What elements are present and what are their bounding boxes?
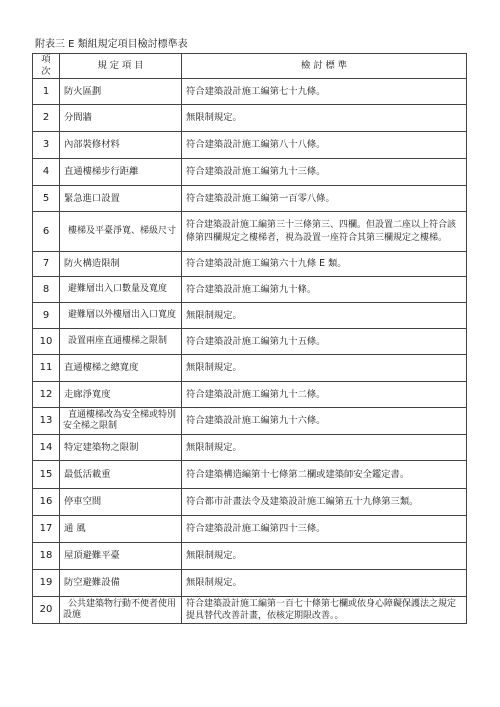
table-row [33, 570, 467, 597]
row-item: 通 風 [60, 516, 182, 543]
row-number: 4 [33, 159, 60, 186]
header-standard: 檢 討 標 準 [182, 54, 467, 79]
row-standard: 符合建築設計施工編第三十三條第三、四欄。但設置二座以上符合該條第四欄規定之樓梯者，視為設置一座符合其第三欄規定之樓梯。 [182, 212, 467, 252]
row-standard: 符合建築構造編第十七條第二欄或建築師安全鑑定書。 [182, 461, 467, 489]
table-row [33, 382, 467, 408]
row-standard: 符合建築設計施工編第九十二條。 [182, 382, 467, 408]
row-standard: 符合建築設計施工編第一百零八條。 [182, 186, 467, 212]
row-number: 3 [33, 132, 60, 159]
row-standard: 符合建築設計施工編第九十條。 [182, 277, 467, 303]
table-row [33, 597, 467, 624]
table-row [33, 355, 467, 382]
row-item: 直通樓梯步行距離 [60, 159, 182, 186]
row-standard: 符合建築設計施工編第七十九條。 [182, 79, 467, 105]
row-item: 停車空間 [60, 489, 182, 516]
row-standard: 符合建築設計施工編第一百七十條第七欄或依身心障礙保護法之規定提具替代改善計畫，依核定期限改善。。 [182, 597, 467, 624]
row-number: 11 [33, 355, 60, 382]
row-number: 9 [33, 303, 60, 329]
row-number: 8 [33, 277, 60, 303]
table-row [33, 516, 467, 543]
row-number: 7 [33, 252, 60, 277]
row-number: 15 [33, 461, 60, 489]
row-number: 5 [33, 186, 60, 212]
row-item: 分間牆 [60, 105, 182, 132]
row-standard: 符合建築設計施工編第九十三條。 [182, 159, 467, 186]
row-item: 樓梯及平臺淨寬、梯級尺寸 [60, 212, 182, 252]
table-header-row [33, 54, 467, 79]
row-item: 公共建築物行動不便者使用設施 [60, 597, 182, 624]
row-standard: 符合建築設計施工編第八十八條。 [182, 132, 467, 159]
row-standard: 無限制規定。 [182, 543, 467, 570]
row-item: 避難層以外樓層出入口寬度 [60, 303, 182, 329]
table-row [33, 435, 467, 461]
table-row [33, 132, 467, 159]
table-row [33, 303, 467, 329]
row-standard: 無限制規定。 [182, 435, 467, 461]
header-item: 規 定 項 目 [60, 54, 182, 79]
row-number: 19 [33, 570, 60, 597]
row-item: 直通樓梯改為安全梯或特別安全梯之限制 [60, 408, 182, 435]
table-row [33, 186, 467, 212]
row-item: 防火構造限制 [60, 252, 182, 277]
row-number: 6 [33, 212, 60, 252]
row-number: 14 [33, 435, 60, 461]
review-standards-table [32, 53, 467, 624]
row-number: 2 [33, 105, 60, 132]
table-row [33, 277, 467, 303]
row-number: 13 [33, 408, 60, 435]
row-standard: 符合都市計畫法令及建築設計施工編第五十九條第三類。 [182, 489, 467, 516]
row-standard: 無限制規定。 [182, 570, 467, 597]
row-item: 最低活載重 [60, 461, 182, 489]
row-standard: 無限制規定。 [182, 303, 467, 329]
table-row [33, 159, 467, 186]
row-item: 直通樓梯之總寬度 [60, 355, 182, 382]
row-item: 緊急進口設置 [60, 186, 182, 212]
row-number: 17 [33, 516, 60, 543]
row-standard: 無限制規定。 [182, 355, 467, 382]
row-item: 特定建築物之限制 [60, 435, 182, 461]
row-item: 避難層出入口數量及寬度 [60, 277, 182, 303]
row-item: 屋頂避難平臺 [60, 543, 182, 570]
row-standard: 無限制規定。 [182, 105, 467, 132]
row-number: 20 [33, 597, 60, 624]
table-row [33, 329, 467, 355]
row-item: 防空避難設備 [60, 570, 182, 597]
table-row [33, 79, 467, 105]
row-standard: 符合建築設計施工編第九十六條。 [182, 408, 467, 435]
row-number: 16 [33, 489, 60, 516]
table-row [33, 461, 467, 489]
row-item: 設置兩座直通樓梯之限制 [60, 329, 182, 355]
row-standard: 符合建築設計施工編第四十三條。 [182, 516, 467, 543]
row-number: 10 [33, 329, 60, 355]
row-item: 走廊淨寬度 [60, 382, 182, 408]
table-row [33, 212, 467, 252]
table-row [33, 408, 467, 435]
table-row [33, 489, 467, 516]
row-item: 內部裝修材料 [60, 132, 182, 159]
row-item: 防火區劃 [60, 79, 182, 105]
table-row [33, 252, 467, 277]
header-no: 項次 [33, 54, 60, 79]
row-number: 1 [33, 79, 60, 105]
row-standard: 符合建築設計施工編第九十五條。 [182, 329, 467, 355]
table-row [33, 105, 467, 132]
row-number: 18 [33, 543, 60, 570]
row-number: 12 [33, 382, 60, 408]
table-row [33, 543, 467, 570]
row-standard: 符合建築設計施工編第六十九條 E 類。 [182, 252, 467, 277]
page-title: 附表三 E 類組規定項目檢討標準表 [35, 39, 188, 50]
